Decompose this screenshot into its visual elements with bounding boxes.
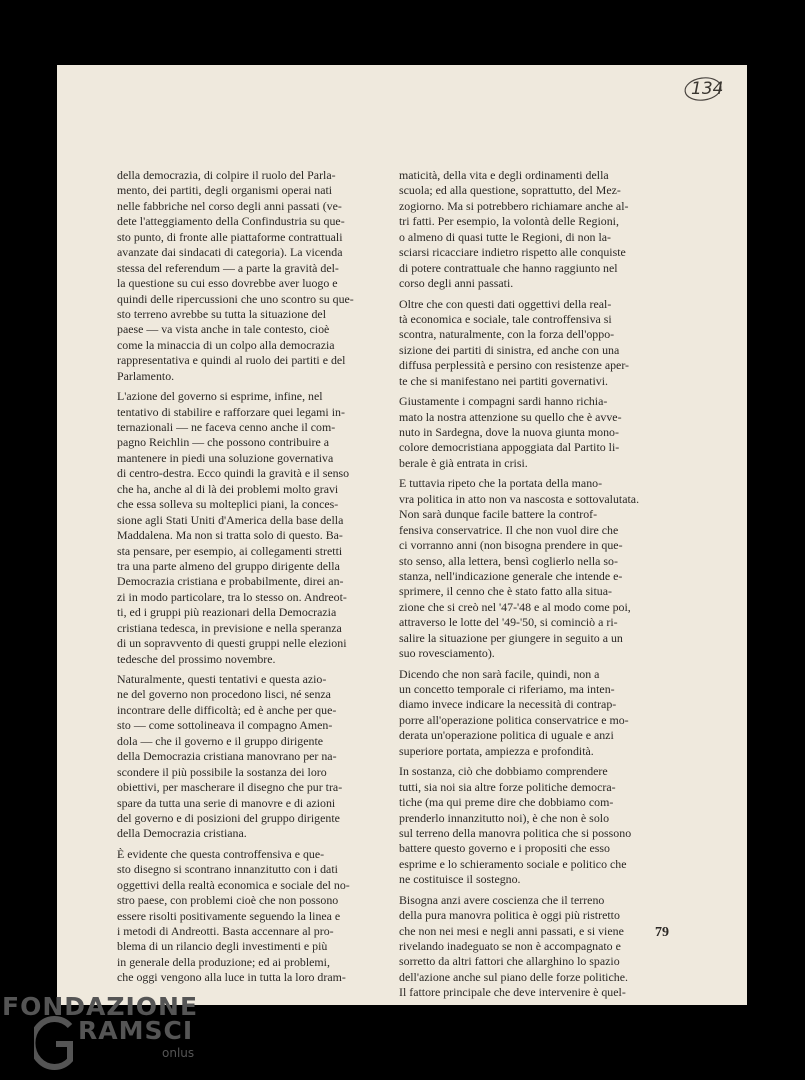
text-line: di un sopravvento di questi gruppi nelle elezioni bbox=[117, 636, 347, 651]
text-line: stanza, nell'indicazione generale che intende e- bbox=[399, 568, 623, 583]
text-line: avanzate dai sindacati di categoria). La vicenda bbox=[117, 245, 343, 260]
text-line: incontrare delle difficoltà; ed è anche per que- bbox=[117, 702, 337, 717]
text-line: tri fatti. Per esempio, la volontà delle Regioni, bbox=[399, 214, 619, 229]
text-line: sciarsi ricacciare indietro rispetto alle conquiste bbox=[399, 245, 626, 260]
text-line: della democrazia, di colpire il ruolo del Parla- bbox=[117, 168, 336, 182]
text-line: in generale della produzione; ed ai problemi, bbox=[117, 954, 330, 969]
text-line: ci vorranno anni (non bisogna prendere in que- bbox=[399, 538, 623, 553]
archive-stamp-number: 134 bbox=[691, 79, 724, 99]
right-text-column bbox=[399, 168, 669, 1001]
text-line: mantenere in piedi una soluzione governativa bbox=[117, 450, 334, 465]
text-line: ne costituisce il sostegno. bbox=[399, 872, 521, 887]
text-line: dola — che il governo e il gruppo dirigente bbox=[117, 733, 324, 748]
text-line: rappresentativa e quindi al ruolo dei partiti e del bbox=[117, 353, 346, 368]
text-line: cristiana tedesca, in previsione e nella speranza bbox=[117, 620, 342, 635]
text-line: come la minaccia di un colpo alla democrazia bbox=[117, 337, 335, 352]
text-line: sprimere, il cenno che è stato fatto alla situa- bbox=[399, 584, 612, 599]
text-line: tà economica e sociale, tale controffensiva si bbox=[399, 311, 612, 326]
text-line: che non nei mesi e negli anni passati, e si viene bbox=[399, 923, 624, 938]
text-line: scondere il più possibile la sostanza dei loro bbox=[117, 764, 327, 779]
text-line: sizione dei partiti di sinistra, ed anche con una bbox=[399, 342, 620, 357]
text-line: mento, dei partiti, degli organismi operai nati bbox=[117, 183, 333, 198]
text-line: È evidente che questa controffensiva e que- bbox=[117, 846, 325, 861]
archive-stamp bbox=[683, 75, 723, 103]
text-line: derata un'operazione politica di uguale e anzi bbox=[399, 728, 614, 743]
text-line: stro paese, con problemi cioè che non possono bbox=[117, 893, 339, 908]
text-line: Il fattore principale che deve intervenire è quel- bbox=[399, 985, 626, 1000]
text-line: mato la nostra attenzione su quello che è avve- bbox=[399, 409, 622, 424]
watermark-line-2: RAMSCI bbox=[78, 1016, 194, 1045]
text-line: suo rovesciamento). bbox=[399, 646, 495, 661]
text-line: della Democrazia cristiana manovrano per na- bbox=[117, 749, 337, 764]
text-line: superiore portata, ampiezza e profondità. bbox=[399, 743, 594, 758]
scanned-page bbox=[57, 65, 747, 1005]
text-line: scuola; ed alla questione, soprattutto, del Mez- bbox=[399, 183, 621, 198]
left-text-column bbox=[117, 168, 387, 986]
text-line: prenderlo innanzitutto noi), è che non è solo bbox=[399, 810, 610, 825]
text-line: Oltre che con questi dati oggettivi della real- bbox=[399, 296, 612, 311]
text-line: zi in modo particolare, tra lo stesso on. Andreot- bbox=[117, 589, 347, 604]
text-line: quindi delle ripercussioni che uno scontro su que- bbox=[117, 291, 354, 306]
text-line: blema di un rilancio degli investimenti e più bbox=[117, 939, 328, 954]
text-line: attraverso le lotte del '49-'50, si cominciò a ri- bbox=[399, 615, 618, 630]
text-line: vra politica in atto non va nascosta e sottovalutata. bbox=[399, 491, 640, 506]
text-line: sta pensare, per esempio, ai collegamenti stretti bbox=[117, 543, 343, 558]
text-line: dete l'atteggiamento della Confindustria su que- bbox=[117, 214, 345, 229]
text-line: sto disegno si scontrano innanzitutto con i dati bbox=[117, 862, 338, 877]
text-line: paese — va vista anche in tale contesto, cioè bbox=[117, 322, 330, 337]
text-line: esprime e lo schieramento sociale e politico che bbox=[399, 856, 627, 871]
text-line: obiettivi, per mascherare il disegno che pur tra- bbox=[117, 780, 343, 795]
text-line: rivelando inadeguato se non è accompagnato e bbox=[399, 939, 621, 953]
text-line: di centro-destra. Ecco quindi la gravità e il senso bbox=[117, 466, 350, 481]
text-line: sto punto, di fronte alle piattaforme contrattuali bbox=[117, 229, 343, 244]
text-line: battere questo governo e i propositi che esso bbox=[399, 841, 611, 856]
text-line: corso degli anni passati. bbox=[399, 276, 514, 291]
text-line: o almeno di quasi tutte le Regioni, di non la- bbox=[399, 229, 612, 244]
text-line: tedesche del prossimo novembre. bbox=[117, 651, 276, 666]
fondazione-gramsci-watermark bbox=[0, 990, 220, 1080]
text-line: zogiorno. Ma si potrebbero richiamare anche al- bbox=[399, 198, 629, 213]
text-line: sto — come sottolineava il compagno Amen- bbox=[117, 718, 333, 733]
text-line: spare da tutta una serie di manovre e di azioni bbox=[117, 795, 336, 810]
text-line: Bisogna anzi avere coscienza che il terreno bbox=[399, 892, 605, 907]
text-line: diamo invece indicare la necessità di contrap- bbox=[399, 697, 617, 712]
text-line: dell'azione anche sul piano delle forze politiche. bbox=[399, 969, 628, 984]
text-line: Maddalena. Ma non si tratta solo di questo. Ba- bbox=[117, 528, 343, 543]
text-line: sione agli Stati Uniti d'America della base della bbox=[117, 512, 344, 527]
text-line: Naturalmente, questi tentativi e questa azio- bbox=[117, 672, 327, 686]
text-line: colore democristiana appoggiata dal Partito li- bbox=[399, 440, 620, 455]
text-line: tutti, sia noi sia altre forze politiche democra- bbox=[399, 779, 616, 794]
text-line: pagno Reichlin — che possono contribuire a bbox=[117, 435, 329, 450]
text-line: del governo e di posizioni del gruppo dirigente bbox=[117, 810, 340, 825]
watermark-line-3: onlus bbox=[162, 1046, 195, 1060]
watermark-line-1: FONDAZIONE bbox=[2, 992, 199, 1021]
text-line: che essa solleva su molteplici piani, la conces- bbox=[117, 497, 339, 512]
text-line: essere risolti positivamente seguendo la linea e bbox=[117, 908, 341, 923]
text-line: oggettivi della realtà economica e sociale del no- bbox=[117, 877, 350, 892]
text-line: scontra, naturalmente, con la forza dell'oppo- bbox=[399, 327, 615, 342]
text-line: te che si manifestano nei partiti governativi. bbox=[399, 373, 609, 388]
text-line: nelle fabbriche nel corso degli anni passati (ve- bbox=[117, 198, 342, 213]
text-line: della Democrazia cristiana. bbox=[117, 826, 247, 841]
text-line: diffusa perplessità e persino con resistenze aper- bbox=[399, 358, 629, 373]
text-line: fensiva conservatrice. Il che non vuol dire che bbox=[399, 522, 619, 537]
text-line: la questione su cui esso dovrebbe aver luogo e bbox=[117, 276, 338, 291]
text-line: tra una parte almeno del gruppo dirigente della bbox=[117, 558, 340, 573]
text-line: berale è già entrata in crisi. bbox=[399, 455, 528, 470]
text-line: che oggi vengono alla luce in tutta la loro dram- bbox=[117, 970, 346, 985]
text-line: di potere contrattuale che hanno raggiunto nel bbox=[399, 260, 618, 275]
text-line: zione che si creò nel '47-'48 e al modo come poi, bbox=[399, 599, 631, 614]
text-line: che ha, anche al di là dei problemi molto gravi bbox=[117, 481, 339, 496]
text-line: Dicendo che non sarà facile, quindi, non a bbox=[399, 666, 600, 681]
text-line: nuto in Sardegna, dove la nuova giunta mono- bbox=[399, 425, 619, 439]
text-line: E tuttavia ripeto che la portata della mano- bbox=[399, 476, 603, 491]
text-line: salire la situazione per giungere in seguito a un bbox=[399, 630, 623, 645]
text-line: Non sarà dunque facile battere la controf- bbox=[399, 507, 598, 522]
text-line: Giustamente i compagni sardi hanno richia- bbox=[399, 394, 608, 409]
text-line: della pura manovra politica è oggi più ristretto bbox=[399, 908, 620, 923]
text-line: sul terreno della manovra politica che si possono bbox=[399, 825, 632, 840]
text-line: tiche (ma qui preme dire che dobbiamo com- bbox=[399, 795, 614, 810]
text-line: Parlamento. bbox=[117, 368, 175, 383]
text-line: In sostanza, ciò che dobbiamo comprendere bbox=[399, 764, 608, 779]
page-number: 79 bbox=[655, 925, 669, 940]
text-line: sorretto da altri fattori che allarghino lo spazio bbox=[399, 954, 620, 969]
text-line: Democrazia cristiana e probabilmente, direi an- bbox=[117, 574, 344, 589]
watermark-g-logo bbox=[34, 1014, 76, 1074]
text-line: tentativo di stabilire e rafforzare quei legami in- bbox=[117, 404, 345, 419]
text-line: maticità, della vita e degli ordinamenti della bbox=[399, 168, 609, 182]
text-line: stessa del referendum — a parte la gravità del- bbox=[117, 260, 339, 275]
text-line: sto terreno avrebbe su tutta la situazione del bbox=[117, 306, 327, 321]
text-line: ternazionali — ne faceva cenno anche il com- bbox=[117, 420, 336, 434]
text-line: sto senso, alla lettera, bensì coglierlo nella so- bbox=[399, 553, 618, 568]
text-line: L'azione del governo si esprime, infine, nel bbox=[117, 389, 323, 404]
text-line: ti, ed i gruppi più reazionari della Democrazia bbox=[117, 605, 337, 620]
text-line: porre all'operazione politica conservatrice e mo- bbox=[399, 712, 629, 727]
text-line: un concetto temporale ci riferiamo, ma inten- bbox=[399, 682, 615, 696]
text-line: ne del governo non procedono lisci, né senza bbox=[117, 687, 331, 702]
text-line: i metodi di Andreotti. Basta accennare al pro- bbox=[117, 924, 334, 938]
